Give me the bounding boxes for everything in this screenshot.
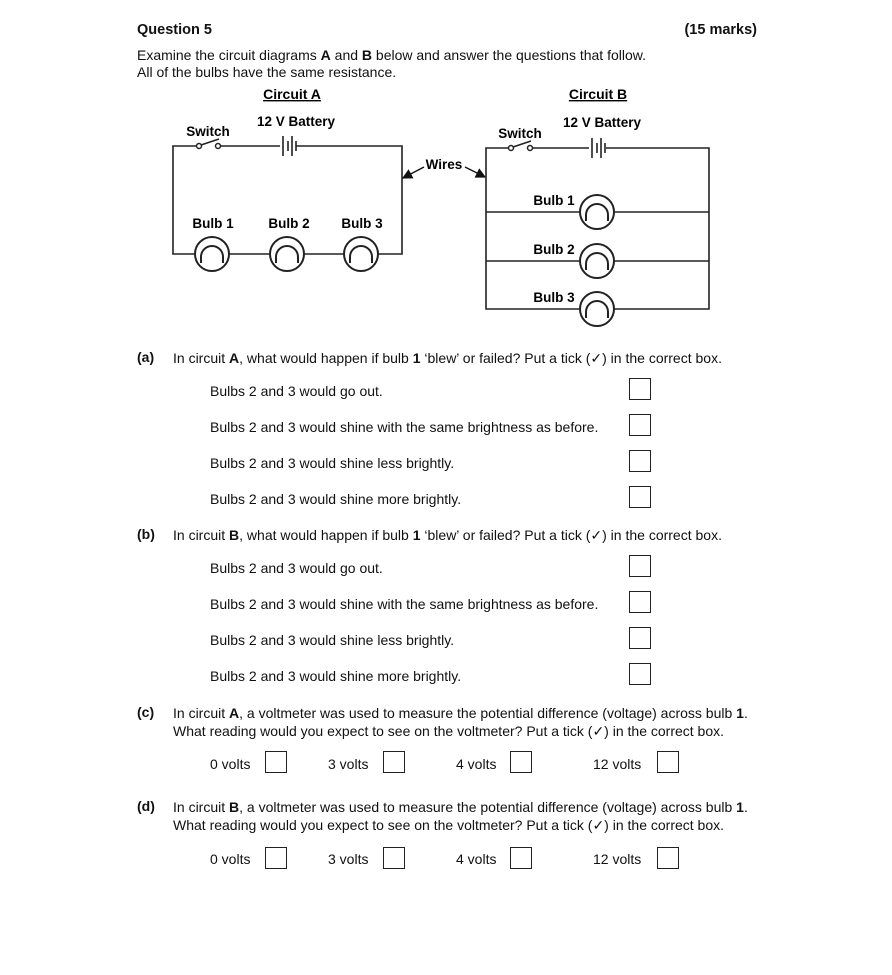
part-c-tick-box-12-volts[interactable] xyxy=(657,751,679,773)
part-a-option-1: Bulbs 2 and 3 would go out. xyxy=(210,383,383,399)
circuit-a-bulb-1-icon xyxy=(195,237,229,271)
circuit-a-battery-label: 12 V Battery xyxy=(256,114,336,129)
part-c-question xyxy=(173,704,748,740)
part-b-option-3: Bulbs 2 and 3 would shine less brightly. xyxy=(210,632,455,648)
part-c-option-3-volts: 3 volts xyxy=(328,756,369,772)
circuit-a-switch-label: Switch xyxy=(186,124,230,139)
question-marks: (15 marks) xyxy=(684,22,757,38)
circuit-b-switch-label: Switch xyxy=(498,126,542,141)
circuit-b-title: Circuit B xyxy=(568,86,628,102)
part-c-question-line-2: What reading would you expect to see on the voltmeter? Put a tick (✓) in the correct box. xyxy=(173,723,725,739)
wires-label: Wires xyxy=(425,157,463,172)
part-c-option-12-volts: 12 volts xyxy=(593,756,642,772)
wires-arrow-left-icon xyxy=(403,167,424,178)
part-a-tick-box-1[interactable] xyxy=(629,378,651,400)
part-b-option-2: Bulbs 2 and 3 would shine with the same brightness as before. xyxy=(210,596,599,612)
circuit-a-bulb-2-icon xyxy=(270,237,304,271)
part-c-tick-box-4-volts[interactable] xyxy=(510,751,532,773)
part-d-letter: (d) xyxy=(137,798,155,814)
question-title: Question 5 xyxy=(137,22,212,38)
part-d-option-12-volts: 12 volts xyxy=(593,851,642,867)
circuit-b-bulb-3-icon xyxy=(580,292,614,326)
part-a-option-2: Bulbs 2 and 3 would shine with the same brightness as before. xyxy=(210,419,599,435)
circuit-a-switch-symbol xyxy=(197,139,221,149)
part-a-question: In circuit A, what would happen if bulb 1 ‘blew’ or failed? Put a tick (✓) in the correct box. xyxy=(173,350,722,366)
part-a-letter: (a) xyxy=(137,349,155,365)
circuit-a-bulb-3-label: Bulb 3 xyxy=(341,216,383,231)
circuit-a-bulb-1-label: Bulb 1 xyxy=(192,216,234,231)
part-d-question-line-2: What reading would you expect to see on the voltmeter? Put a tick (✓) in the correct box. xyxy=(173,817,725,833)
circuit-a-title: Circuit A xyxy=(263,86,321,102)
wires-annotation xyxy=(403,157,485,178)
circuit-b-bulb-3-label: Bulb 3 xyxy=(533,290,575,305)
part-c-option-4-volts: 4 volts xyxy=(456,756,497,772)
part-d-option-4-volts: 4 volts xyxy=(456,851,497,867)
part-b-option-4: Bulbs 2 and 3 would shine more brightly. xyxy=(210,668,462,684)
part-a-option-4: Bulbs 2 and 3 would shine more brightly. xyxy=(210,491,462,507)
part-d-tick-box-4-volts[interactable] xyxy=(510,847,532,869)
part-d-tick-box-3-volts[interactable] xyxy=(383,847,405,869)
circuit-b-bulb-1-label: Bulb 1 xyxy=(533,193,575,208)
circuit-b-battery-symbol xyxy=(592,138,605,158)
part-d-tick-box-0-volts[interactable] xyxy=(265,847,287,869)
wires-arrow-right-icon xyxy=(465,167,485,177)
part-d-question-line-1: In circuit B, a voltmeter was used to measure the potential difference (voltage) across bulb 1. xyxy=(173,799,748,815)
part-c-tick-box-0-volts[interactable] xyxy=(265,751,287,773)
part-b-tick-box-2[interactable] xyxy=(629,591,651,613)
part-a-tick-box-4[interactable] xyxy=(629,486,651,508)
circuit-a-battery-symbol xyxy=(283,136,296,156)
circuit-b-bulb-2-icon xyxy=(580,244,614,278)
intro-line-1: Examine the circuit diagrams A and B below and answer the questions that follow. xyxy=(137,47,646,63)
intro-line-2: All of the bulbs have the same resistance. xyxy=(137,64,397,80)
part-a-option-3: Bulbs 2 and 3 would shine less brightly. xyxy=(210,455,455,471)
part-c-question-line-1: In circuit A, a voltmeter was used to measure the potential difference (voltage) across bulb 1. xyxy=(173,705,748,721)
part-c-tick-box-3-volts[interactable] xyxy=(383,751,405,773)
part-b-letter: (b) xyxy=(137,526,155,542)
part-b-question: In circuit B, what would happen if bulb 1 ‘blew’ or failed? Put a tick (✓) in the correct box. xyxy=(173,527,722,543)
circuit-b-bulb-2-label: Bulb 2 xyxy=(533,242,575,257)
part-d-question xyxy=(173,798,748,834)
part-c-option-0-volts: 0 volts xyxy=(210,756,251,772)
circuit-a-bulb-3-icon xyxy=(344,237,378,271)
part-b-option-1: Bulbs 2 and 3 would go out. xyxy=(210,560,383,576)
part-b-tick-box-1[interactable] xyxy=(629,555,651,577)
part-a-tick-box-3[interactable] xyxy=(629,450,651,472)
circuit-b-bulb-1-icon xyxy=(580,195,614,229)
part-a-tick-box-2[interactable] xyxy=(629,414,651,436)
circuit-b-battery-label: 12 V Battery xyxy=(562,115,642,130)
part-b-tick-box-4[interactable] xyxy=(629,663,651,685)
part-d-option-0-volts: 0 volts xyxy=(210,851,251,867)
circuit-diagrams xyxy=(0,0,892,340)
part-b-tick-box-3[interactable] xyxy=(629,627,651,649)
circuit-a xyxy=(173,86,402,271)
circuit-b-switch-symbol xyxy=(509,141,533,151)
circuit-a-bulb-2-label: Bulb 2 xyxy=(268,216,310,231)
part-d-option-3-volts: 3 volts xyxy=(328,851,369,867)
circuit-b xyxy=(486,86,709,326)
part-d-tick-box-12-volts[interactable] xyxy=(657,847,679,869)
part-c-letter: (c) xyxy=(137,704,155,720)
